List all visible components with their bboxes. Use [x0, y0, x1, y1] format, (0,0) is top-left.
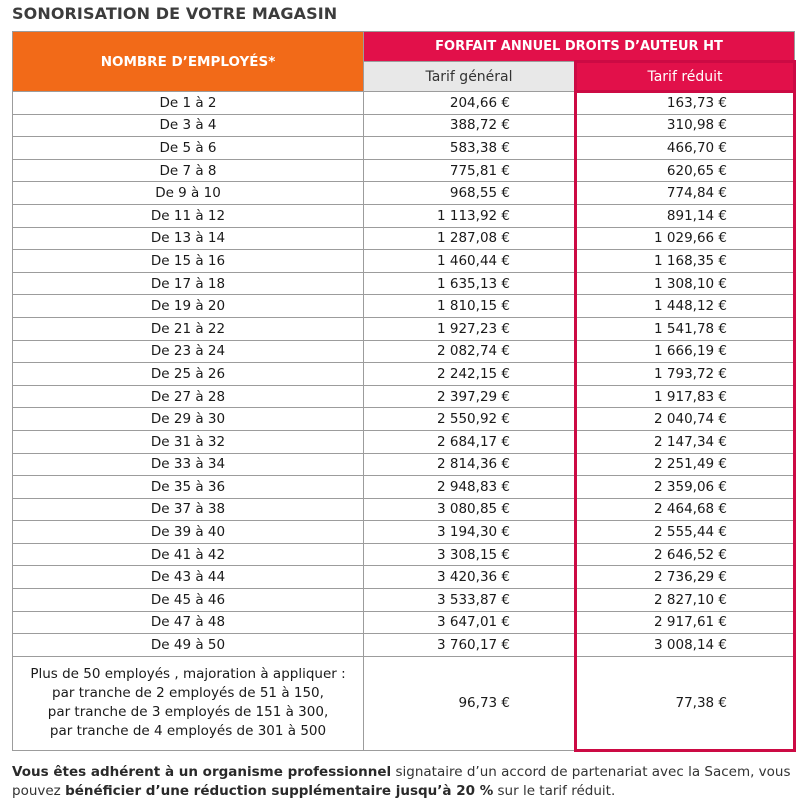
- general-rate-cell: 2 684,17 €: [364, 430, 576, 453]
- table-row: [13, 182, 795, 205]
- table-row: [13, 634, 795, 657]
- reduced-rate-cell: 2 040,74 €: [576, 408, 795, 431]
- reduced-rate-cell: 2 555,44 €: [576, 521, 795, 544]
- general-rate-cell: 3 308,15 €: [364, 543, 576, 566]
- reduced-rate-cell: 891,14 €: [576, 204, 795, 227]
- employee-range-cell: De 9 à 10: [13, 182, 364, 205]
- note-bold-2: bénéficier d’une réduction supplémentaire jusqu’à 20 %: [65, 783, 494, 799]
- reduced-rate-cell: 620,65 €: [576, 159, 795, 182]
- general-rate-cell: 3 420,36 €: [364, 566, 576, 589]
- reduced-rate-cell: 2 646,52 €: [576, 543, 795, 566]
- table-footer-row: [13, 656, 795, 750]
- table-row: [13, 340, 795, 363]
- general-rate-cell: 1 287,08 €: [364, 227, 576, 250]
- employee-range-cell: De 3 à 4: [13, 114, 364, 137]
- footer-description-line: Plus de 50 employés , majoration à appliquer :: [30, 666, 346, 683]
- reduced-rate-cell: 2 917,61 €: [576, 611, 795, 634]
- note-text-2: sur le tarif réduit.: [493, 783, 616, 799]
- general-rate-cell: 2 550,92 €: [364, 408, 576, 431]
- header-employees: NOMBRE D’EMPLOYÉS*: [13, 32, 364, 92]
- employee-range-cell: De 29 à 30: [13, 408, 364, 431]
- employee-range-cell: De 13 à 14: [13, 227, 364, 250]
- reduced-rate-cell: 2 251,49 €: [576, 453, 795, 476]
- reduced-rate-cell: 163,73 €: [576, 92, 795, 115]
- general-rate-cell: 583,38 €: [364, 137, 576, 160]
- reduced-rate-cell: 1 917,83 €: [576, 385, 795, 408]
- employee-range-cell: De 21 à 22: [13, 317, 364, 340]
- table-row: [13, 272, 795, 295]
- pricing-table: [12, 31, 796, 752]
- footer-description-line: par tranche de 3 employés de 151 à 300,: [47, 704, 329, 721]
- general-rate-cell: 3 647,01 €: [364, 611, 576, 634]
- general-rate-cell: 3 760,17 €: [364, 634, 576, 657]
- employee-range-cell: De 17 à 18: [13, 272, 364, 295]
- employee-range-cell: De 43 à 44: [13, 566, 364, 589]
- reduced-rate-cell: 2 147,34 €: [576, 430, 795, 453]
- reduced-rate-cell: 2 827,10 €: [576, 589, 795, 612]
- reduced-rate-cell: 1 029,66 €: [576, 227, 795, 250]
- general-rate-cell: 3 533,87 €: [364, 589, 576, 612]
- general-rate-cell: 775,81 €: [364, 159, 576, 182]
- general-rate-cell: 1 927,23 €: [364, 317, 576, 340]
- header-reduced-rate: Tarif réduit: [576, 62, 795, 92]
- note-bold-1: Vous êtes adhérent à un organisme professionnel: [12, 764, 392, 780]
- header-forfait: FORFAIT ANNUEL DROITS D’AUTEUR HT: [364, 32, 795, 62]
- footer-reduced-rate-cell: 77,38 €: [576, 656, 795, 750]
- employee-range-cell: De 1 à 2: [13, 92, 364, 115]
- table-row: [13, 521, 795, 544]
- footer-description-cell: [13, 656, 364, 750]
- general-rate-cell: 2 082,74 €: [364, 340, 576, 363]
- general-rate-cell: 3 080,85 €: [364, 498, 576, 521]
- employee-range-cell: De 37 à 38: [13, 498, 364, 521]
- footer-general-rate-cell: 96,73 €: [364, 656, 576, 750]
- table-row: [13, 611, 795, 634]
- table-row: [13, 295, 795, 318]
- employee-range-cell: De 23 à 24: [13, 340, 364, 363]
- table-row: [13, 227, 795, 250]
- footer-description-line: par tranche de 4 employés de 301 à 500: [49, 723, 327, 740]
- employee-range-cell: De 25 à 26: [13, 363, 364, 386]
- general-rate-cell: 388,72 €: [364, 114, 576, 137]
- employee-range-cell: De 39 à 40: [13, 521, 364, 544]
- employee-range-cell: De 35 à 36: [13, 476, 364, 499]
- reduced-rate-cell: 2 464,68 €: [576, 498, 795, 521]
- table-body: [13, 92, 795, 751]
- reduced-rate-cell: 1 308,10 €: [576, 272, 795, 295]
- employee-range-cell: De 19 à 20: [13, 295, 364, 318]
- general-rate-cell: 2 814,36 €: [364, 453, 576, 476]
- employee-range-cell: De 31 à 32: [13, 430, 364, 453]
- general-rate-cell: 1 635,13 €: [364, 272, 576, 295]
- table-row: [13, 114, 795, 137]
- table-row: [13, 498, 795, 521]
- employee-range-cell: De 27 à 28: [13, 385, 364, 408]
- reduced-rate-cell: 1 793,72 €: [576, 363, 795, 386]
- general-rate-cell: 1 113,92 €: [364, 204, 576, 227]
- table-row: [13, 137, 795, 160]
- reduced-rate-cell: 466,70 €: [576, 137, 795, 160]
- table-row: [13, 204, 795, 227]
- reduced-rate-cell: 774,84 €: [576, 182, 795, 205]
- reduced-rate-cell: 1 666,19 €: [576, 340, 795, 363]
- reduced-rate-cell: 1 448,12 €: [576, 295, 795, 318]
- note-text-1: signataire d’un accord de partenariat avec la Sacem, vous pouvez: [12, 764, 791, 799]
- reduced-rate-cell: 310,98 €: [576, 114, 795, 137]
- employee-range-cell: De 5 à 6: [13, 137, 364, 160]
- table-row: [13, 250, 795, 273]
- reduced-rate-cell: 2 359,06 €: [576, 476, 795, 499]
- employee-range-cell: De 33 à 34: [13, 453, 364, 476]
- table-row: [13, 589, 795, 612]
- general-rate-cell: 2 242,15 €: [364, 363, 576, 386]
- general-rate-cell: 2 948,83 €: [364, 476, 576, 499]
- reduced-rate-cell: 2 736,29 €: [576, 566, 795, 589]
- header-general-rate: Tarif général: [364, 62, 576, 92]
- table-row: [13, 92, 795, 115]
- membership-note: [12, 763, 802, 801]
- employee-range-cell: De 41 à 42: [13, 543, 364, 566]
- table-row: [13, 408, 795, 431]
- table-row: [13, 453, 795, 476]
- employee-range-cell: De 11 à 12: [13, 204, 364, 227]
- table-row: [13, 317, 795, 340]
- reduced-rate-cell: 1 168,35 €: [576, 250, 795, 273]
- reduced-rate-cell: 3 008,14 €: [576, 634, 795, 657]
- footer-description-line: par tranche de 2 employés de 51 à 150,: [52, 685, 324, 702]
- table-row: [13, 430, 795, 453]
- employee-range-cell: De 49 à 50: [13, 634, 364, 657]
- page-title: SONORISATION DE VOTRE MAGASIN: [12, 4, 338, 23]
- general-rate-cell: 968,55 €: [364, 182, 576, 205]
- reduced-rate-cell: 1 541,78 €: [576, 317, 795, 340]
- general-rate-cell: 1 460,44 €: [364, 250, 576, 273]
- employee-range-cell: De 47 à 48: [13, 611, 364, 634]
- table-row: [13, 363, 795, 386]
- table-row: [13, 566, 795, 589]
- employee-range-cell: De 7 à 8: [13, 159, 364, 182]
- general-rate-cell: 3 194,30 €: [364, 521, 576, 544]
- table-row: [13, 476, 795, 499]
- general-rate-cell: 1 810,15 €: [364, 295, 576, 318]
- employee-range-cell: De 15 à 16: [13, 250, 364, 273]
- employee-range-cell: De 45 à 46: [13, 589, 364, 612]
- general-rate-cell: 2 397,29 €: [364, 385, 576, 408]
- table-row: [13, 385, 795, 408]
- general-rate-cell: 204,66 €: [364, 92, 576, 115]
- table-row: [13, 543, 795, 566]
- table-row: [13, 159, 795, 182]
